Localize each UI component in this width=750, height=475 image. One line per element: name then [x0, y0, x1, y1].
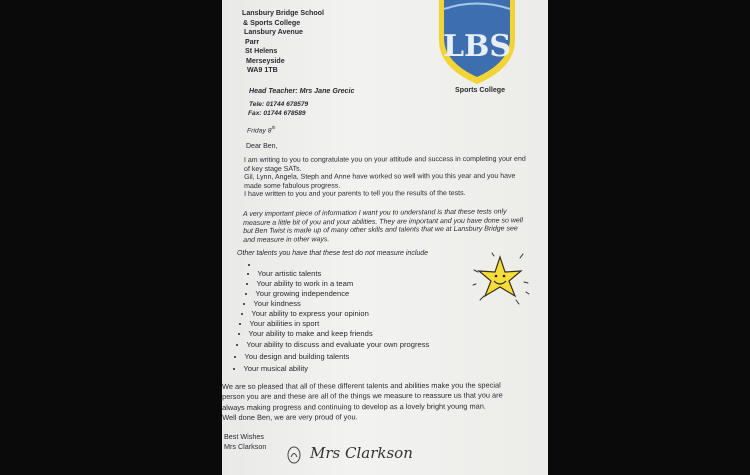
address-line: Lansbury Avenue: [244, 28, 303, 36]
sign-off-name: Mrs Clarkson: [224, 442, 267, 451]
closing-line: Best Wishes: [224, 432, 264, 441]
paragraph-line: Well done Ben, we are very proud of you.: [222, 412, 358, 423]
list-bullet: [248, 260, 258, 269]
signature-flourish-icon: [286, 445, 302, 465]
paragraph-line: but Ben Twist is made up of many other skills and talents that we at Lansbury Bridge see: [243, 225, 518, 236]
paragraph-line: I am writing to you to congratulate you on your attitude and success in completing your end: [244, 155, 526, 164]
list-item: Your kindness: [243, 299, 301, 308]
sports-college-label: Sports College: [455, 86, 506, 94]
list-item: Your ability to express your opinion: [241, 309, 369, 318]
crest-monogram: LBS: [442, 29, 512, 64]
head-teacher-line: Head Teacher: Mrs Jane Grecic: [249, 87, 355, 95]
list-item: Your abilities in sport: [239, 319, 319, 328]
list-item: Your ability to work in a team: [246, 279, 353, 288]
paragraph-line: person you are and these are all of the things we measure to reassure us that you are: [222, 390, 503, 402]
list-item: Your musical ability: [233, 364, 308, 373]
address-line: & Sports College: [243, 18, 301, 27]
school-crest-logo: [436, 0, 518, 84]
list-item: Your ability to make and keep friends: [238, 329, 373, 338]
list-item: Your ability to discuss and evaluate your own progress: [236, 340, 429, 349]
paragraph-line: Gil, Lynn, Angela, Steph and Anne have worked so well with you this year and you have: [244, 173, 516, 182]
paragraph-line: measure a little bit of you and your abilities. They are important and you have done so well: [243, 216, 523, 227]
paragraph-line: and measure in other ways.: [243, 235, 330, 244]
address-line: Parr: [245, 37, 260, 46]
address-line: Lansbury Bridge School: [242, 9, 324, 17]
paragraph-congratulations: [244, 156, 526, 200]
list-item: Your growing independence: [245, 289, 349, 298]
paragraph-line: We are so pleased that all of these different talents and abilities make you the special: [222, 380, 501, 391]
paragraph-line: always making progress and continuing to develop as a lovely bright young man.: [222, 401, 486, 412]
handwritten-signature: Mrs Clarkson: [310, 444, 413, 462]
list-item: You design and building talents: [234, 352, 349, 361]
paragraph-tests-measure: [243, 208, 523, 245]
address-line: WA9 1TB: [247, 66, 278, 74]
address-line: Merseyside: [246, 56, 285, 65]
paragraph-line: I have written to you and your parents to tell you the results of the tests.: [244, 190, 466, 199]
paragraph-line: of key stage SATs.: [244, 165, 302, 173]
paragraph-proud: [222, 381, 503, 424]
paragraph-line: made some fabulous progress.: [244, 182, 341, 190]
telephone-line: Tele: 01744 678579: [249, 101, 309, 108]
letter-page: [222, 0, 548, 475]
talents-intro: Other talents you have that these test do not measure include: [237, 250, 429, 257]
address-line: St Helens: [245, 47, 278, 55]
smiling-star-icon: [472, 252, 530, 308]
letter-date: Friday 8th: [247, 125, 276, 135]
fax-line: Fax: 01744 678589: [248, 109, 306, 117]
paragraph-line: A very important piece of information I want you to understand is that these tests only: [243, 208, 507, 218]
greeting: Dear Ben,: [246, 143, 278, 150]
list-item: Your artistic talents: [247, 269, 321, 278]
